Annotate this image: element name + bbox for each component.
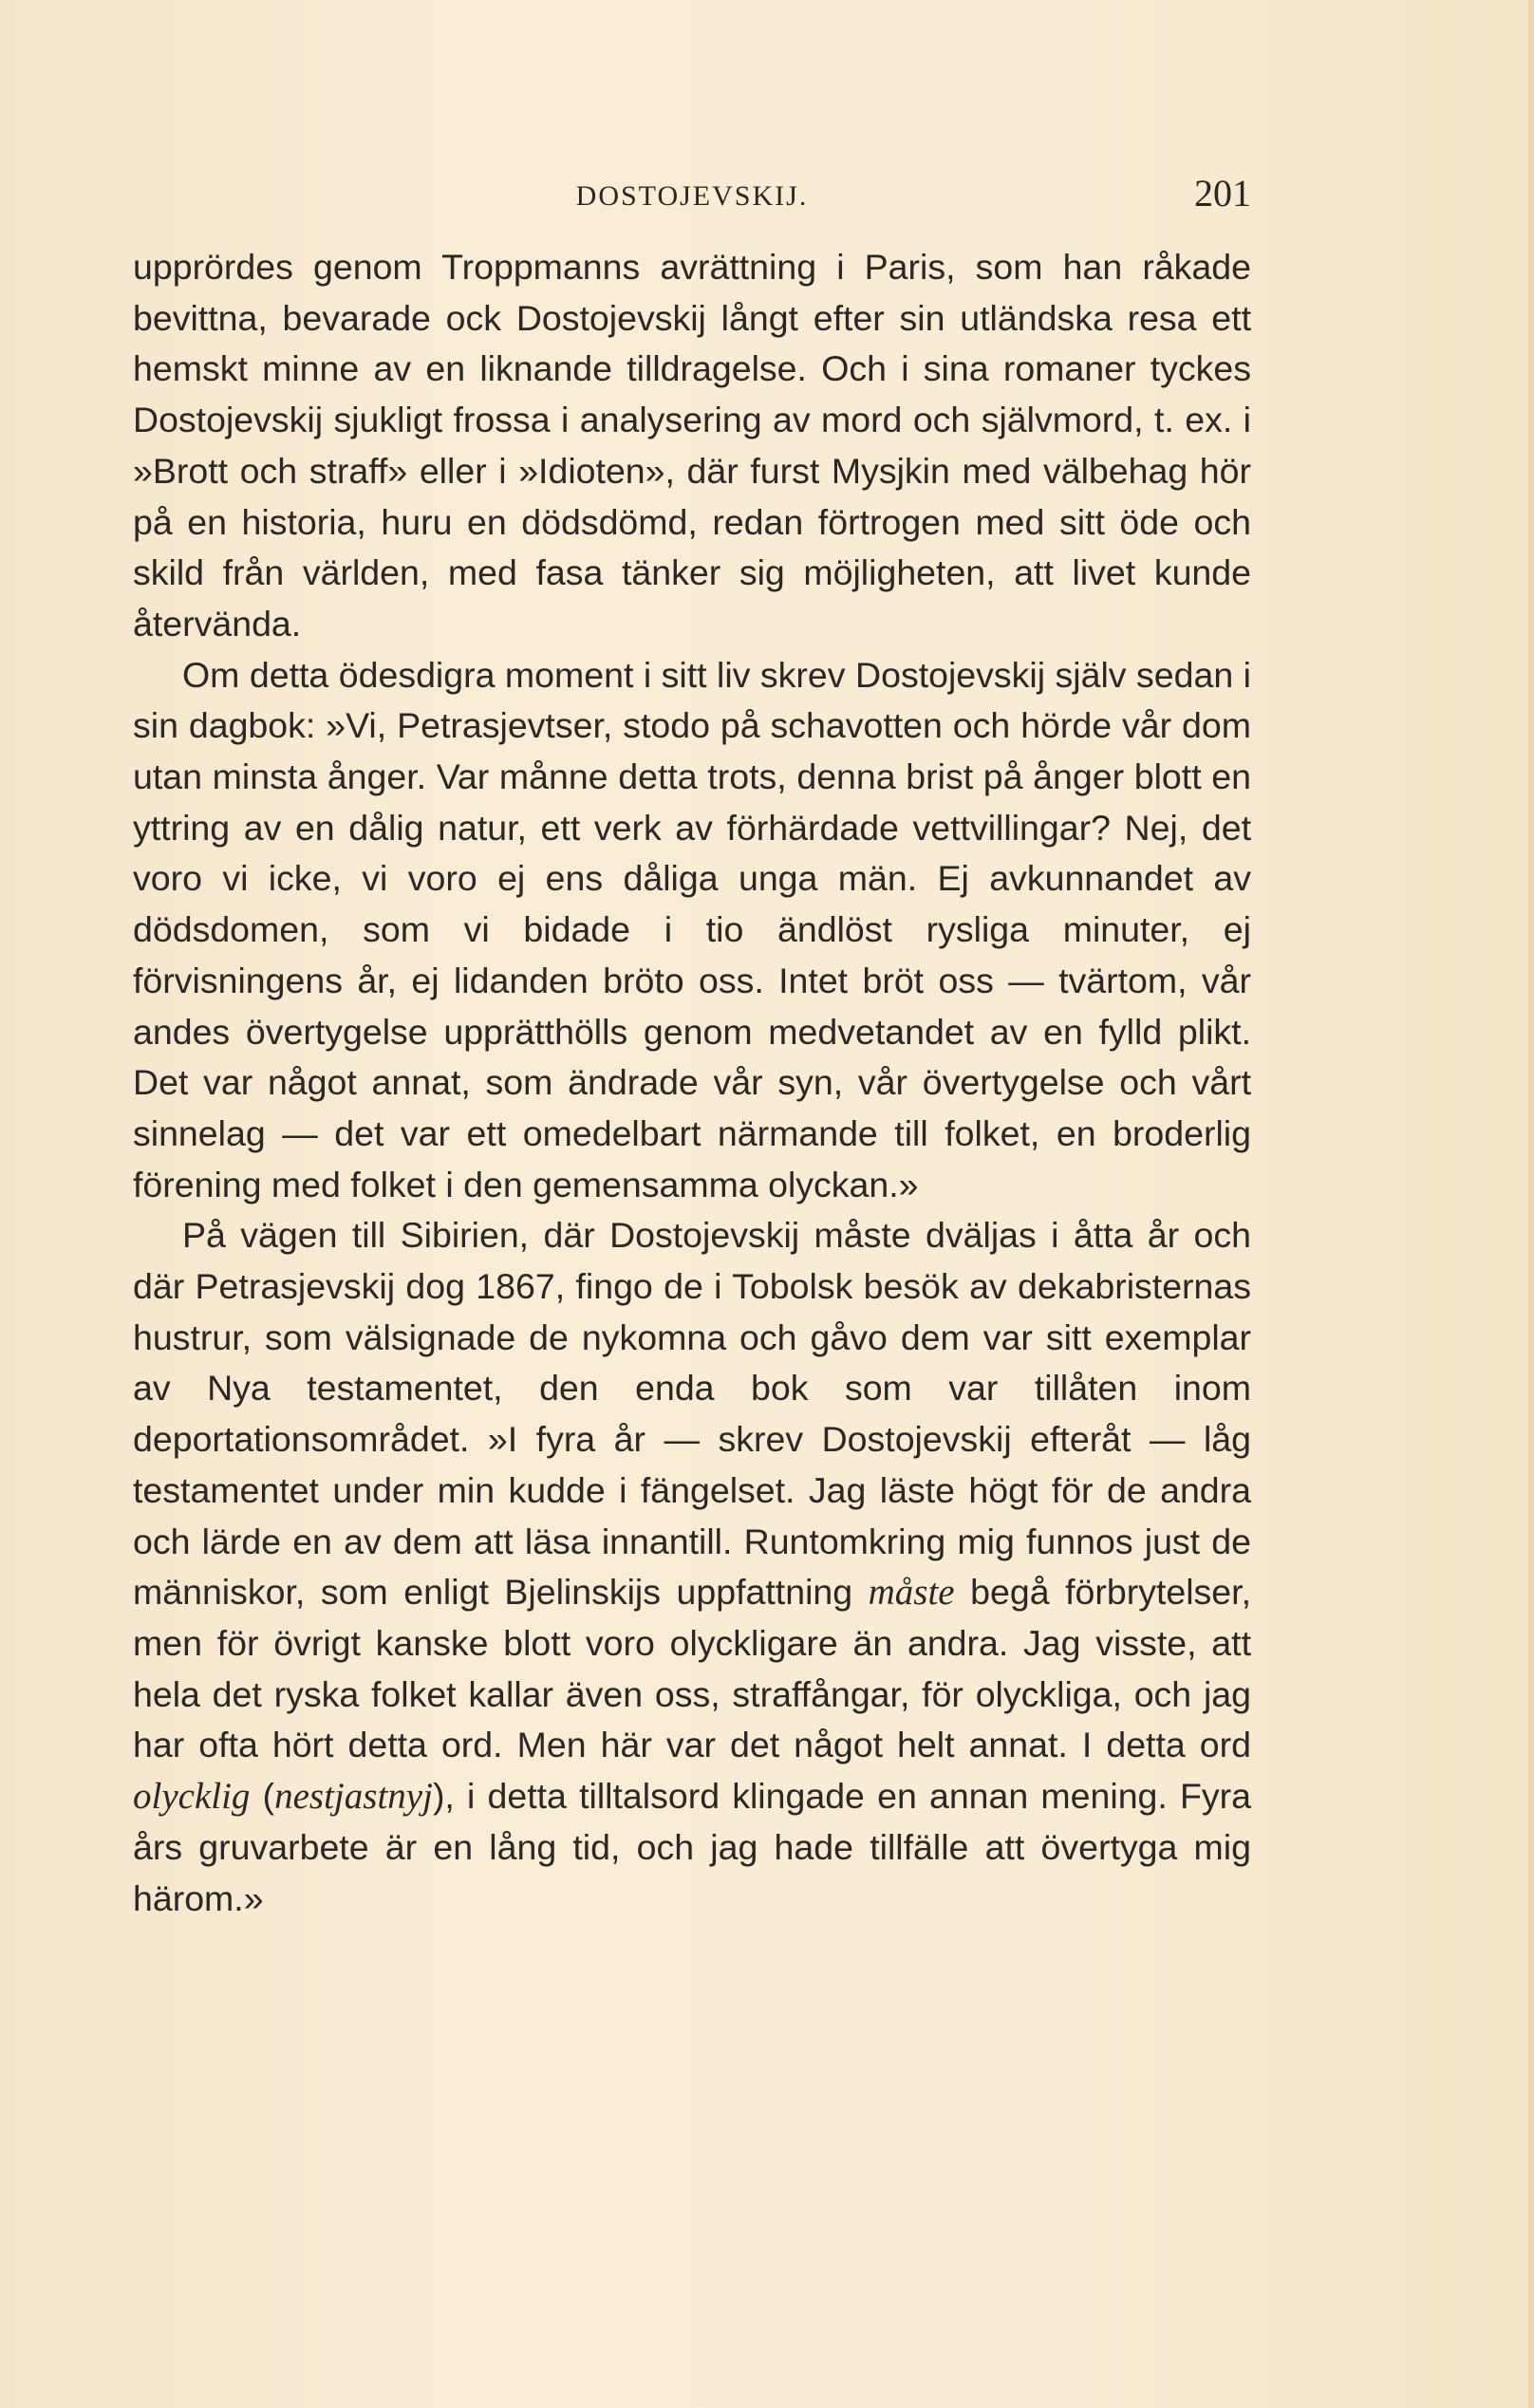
text-run: Om detta ödesdigra moment i sitt liv skrev Dostojevskij själv sedan i sin dagbok: »Vi, Petrasjevtser, stodo på schavotten och hörde vår dom utan minsta ånger. Var månne detta trots, denna brist på ånger blott en yttring av en dålig natur, ett verk av förhärdade vettvillingar? Nej, det voro vi icke, vi voro ej ens dåliga unga män. Ej avkunnandet av dödsdomen, som vi bidade i tio ändlöst rysliga minuter, ej förvisningens år, ej lidanden bröto oss. Intet bröt oss — tvärtom, vår andes övertygelse upprätthölls genom medvetandet av en fylld plikt. Det var något annat, som ändrade vår syn, vår övertygelse och vårt sinnelag — det var ett omedelbart närmande till folket, en broderlig förening med folket i den gemensamma olyckan.»	[133, 654, 1251, 1204]
paragraph-1	[133, 242, 1251, 650]
paragraph-2	[133, 650, 1251, 1211]
page-header	[133, 171, 1251, 218]
text-run: begå förbrytelser, men för övrigt kanske blott voro olyckligare än andra. Jag visste, att hela det ryska folket kallar även oss, straffångar, för olyckliga, och jag har ofta hört detta ord. Men här var det något helt annat. I detta ord	[133, 1572, 1251, 1765]
running-head: DOSTOJEVSKIJ.	[575, 180, 809, 212]
text-run: (	[250, 1776, 275, 1817]
text-run: ), i detta tilltalsord klingade en annan mening. Fyra års gruvarbete är en lång tid, och jag hade tillfälle att övertyga mig härom.»	[133, 1776, 1251, 1918]
page-number: 201	[1194, 172, 1251, 215]
italic-term: nestjastnyj	[274, 1776, 433, 1818]
body-text	[133, 242, 1251, 1924]
text-run: upprördes genom Troppmanns avrättning i Paris, som han råkade bevittna, bevarade ock Dostojevskij långt efter sin utländska resa ett hemskt minne av en liknande tilldragelse. Och i sina romaner tyckes Dostojevskij sjukligt frossa i analysering av mord och självmord, t. ex. i »Brott och straff» eller i »Idioten», där furst Mysjkin med välbehag hör på en historia, huru en dödsdömd, redan förtrogen med sitt öde och skild från världen, med fasa tänker sig möjligheten, att livet kunde återvända.	[133, 247, 1251, 644]
text-run: På vägen till Sibirien, där Dostojevskij måste dväljas i åtta år och där Petrasjevskij dog 1867, fingo de i Tobolsk besök av dekabristernas hustrur, som välsignade de nykomna och gåvo dem var sitt exemplar av Nya testamentet, den enda bok som var tillåten inom deportationsområdet. »I fyra år — skrev Dostojevskij efteråt — låg testamentet under min kudde i fängelset. Jag läste högt för de andra och lärde en av dem att läsa innantill. Runtomkring mig funnos just de människor, som enligt Bjelinskijs uppfattning	[133, 1215, 1251, 1613]
italic-term: måste	[868, 1572, 955, 1614]
page-edge	[1528, 0, 1534, 2408]
italic-term: olycklig	[133, 1776, 251, 1818]
paragraph-3	[133, 1210, 1251, 1924]
